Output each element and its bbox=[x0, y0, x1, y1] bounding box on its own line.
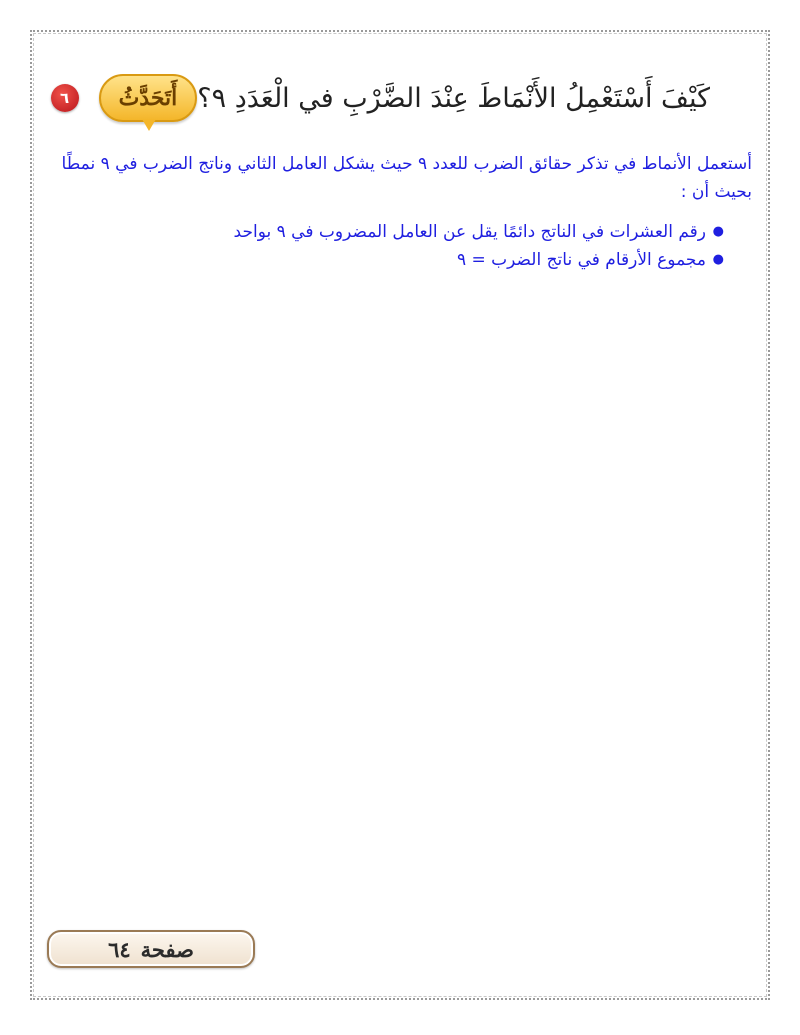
question-heading bbox=[39, 74, 710, 122]
page-number-label bbox=[47, 930, 255, 968]
question-number-badge: ٦ bbox=[51, 84, 79, 112]
page-number: ٦٤ bbox=[108, 936, 131, 962]
talk-speech-bubble-icon: أَتَحَدَّثُ bbox=[99, 74, 198, 122]
answer-bullet-item: ● مجموع الأرقام في ناتج الضرب = ٩ bbox=[52, 246, 724, 274]
page-word: صفحة bbox=[140, 936, 194, 962]
answer-bullet-item: ● رقم العشرات في الناتج دائمًا يقل عن العامل المضروب في ٩ بواحد bbox=[52, 218, 724, 246]
answer-bullet-list bbox=[52, 218, 752, 274]
answer-intro: أستعمل الأنماط في تذكر حقائق الضرب للعدد ٩ حيث يشكل العامل الثاني وناتج الضرب في ٩ نمطًا بحيث أن : bbox=[61, 154, 752, 202]
answer-content bbox=[52, 150, 752, 274]
question-text: كَيْفَ أَسْتَعْمِلُ الأَنْمَاطَ عِنْدَ الضَّرْبِ في الْعَدَدِ ٩؟ bbox=[197, 82, 710, 114]
